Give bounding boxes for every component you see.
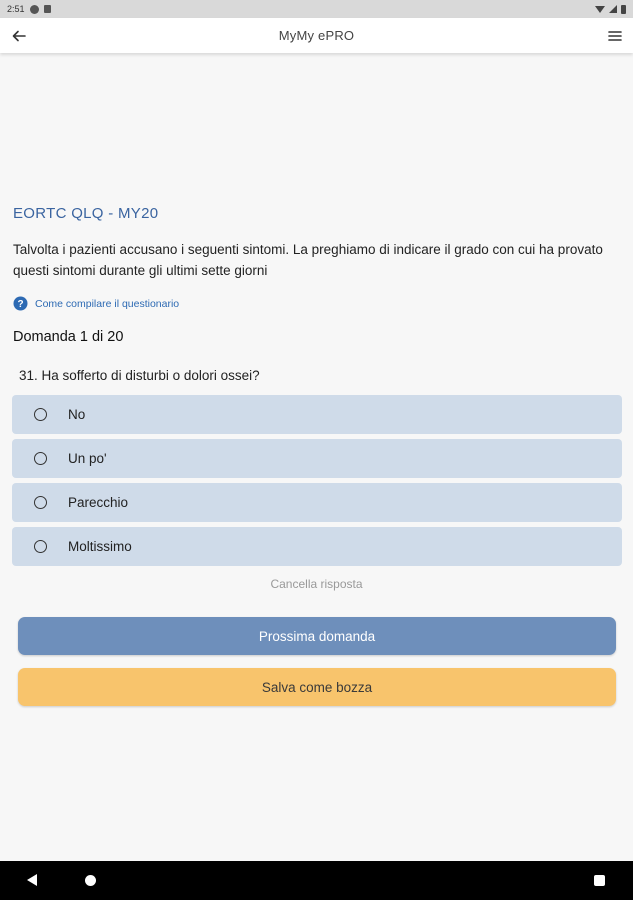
answer-option-label: Parecchio — [68, 495, 129, 510]
radio-button[interactable] — [34, 408, 47, 421]
nav-back-icon[interactable] — [27, 874, 37, 886]
system-navigation-bar — [0, 861, 633, 900]
app-bar — [0, 18, 633, 53]
nav-home-icon[interactable] — [85, 875, 96, 886]
app-title: MyMy ePRO — [278, 28, 355, 43]
questionnaire-title: EORTC QLQ - MY20 — [13, 205, 159, 222]
sd-card-icon — [44, 5, 51, 13]
answer-option-label: No — [68, 407, 86, 422]
answer-option-label: Moltissimo — [68, 539, 132, 554]
question-counter: Domanda 1 di 20 — [13, 329, 124, 345]
questionnaire-description: Talvolta i pazienti accusano i seguenti sintomi. La preghiamo di indicare il grado con cui ha provato questi sintomi durante gli ultimi sette giorni — [13, 242, 603, 278]
question-circle-icon — [13, 296, 28, 311]
nav-recents-icon[interactable] — [594, 875, 605, 886]
radio-button[interactable] — [34, 540, 47, 553]
signal-icon — [609, 5, 617, 13]
save-draft-button[interactable] — [18, 668, 616, 706]
help-link-label: Come compilare il questionario — [35, 297, 180, 310]
status-time: 2:51 — [7, 4, 25, 14]
arrow-left-icon — [12, 29, 26, 43]
questionnaire-content — [0, 53, 633, 861]
status-bar-right — [595, 0, 626, 18]
radio-button[interactable] — [34, 496, 47, 509]
clear-answer-link[interactable]: Cancella risposta — [270, 577, 363, 591]
answer-option-label: Un po' — [68, 451, 107, 466]
wifi-icon — [595, 6, 605, 13]
svg-text:?: ? — [17, 299, 24, 311]
next-question-label: Prossima domanda — [258, 628, 376, 644]
status-bar-left — [7, 4, 51, 14]
answer-option-moltissimo[interactable] — [12, 527, 622, 566]
help-link[interactable] — [13, 296, 179, 311]
radio-button[interactable] — [34, 452, 47, 465]
question-text: 31. Ha sofferto di disturbi o dolori ossei? — [19, 368, 260, 383]
back-button[interactable] — [9, 26, 29, 46]
save-draft-label: Salva come bozza — [261, 679, 373, 695]
answer-option-no[interactable] — [12, 395, 622, 434]
answer-option-parecchio[interactable] — [12, 483, 622, 522]
answer-option-un-po[interactable] — [12, 439, 622, 478]
hamburger-menu-icon — [608, 30, 622, 42]
next-question-button[interactable] — [18, 617, 616, 655]
notification-icon — [30, 5, 39, 14]
status-bar — [0, 0, 633, 18]
answer-options — [12, 395, 622, 571]
menu-button[interactable] — [605, 26, 625, 46]
battery-icon — [621, 5, 626, 14]
